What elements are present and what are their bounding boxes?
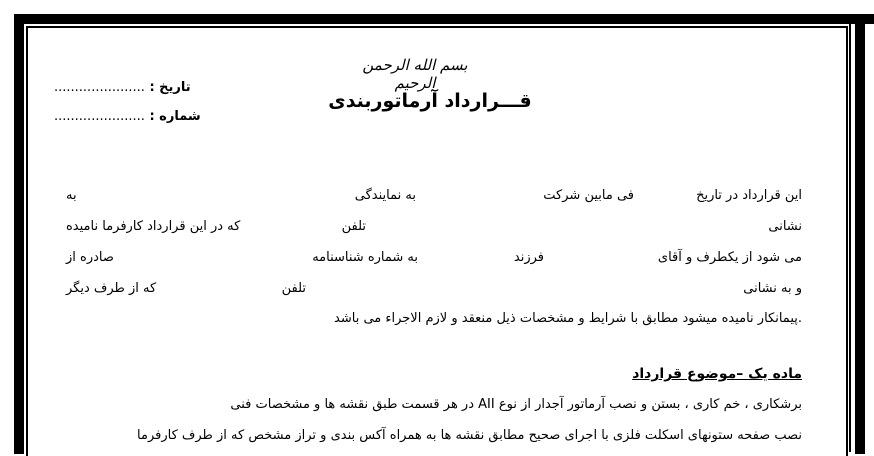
line4-part-a: و به نشانی: [743, 281, 802, 296]
section1-paragraph-line2: نصب صفحه ستونهای اسکلت فلزی با اجرای صحیح مطابق نقشه ها به همراه آکس بندی و تراز مشخص که از طرف کارفرما: [137, 428, 802, 443]
section1-paragraph-line1: در هر قسمت طبق نقشه ها و مشخصات فنی AII برشکاری ، خم کاری ، بستن و نصب آرماتور آجدار از نوع: [230, 397, 802, 412]
date-field: [54, 80, 191, 95]
line1-part-a: این قرارداد در تاریخ: [696, 188, 802, 203]
line3-part-a: می شود از یکطرف و آقای: [657, 250, 802, 265]
line3-part-b: فرزند: [513, 250, 544, 265]
line5: پیمانکار نامیده میشود مطابق با شرایط و مشخصات ذیل منعقد و لازم الاجراء می باشد.: [334, 311, 802, 326]
basmala-calligraphy: بسم الله الرحمن الرحیم: [362, 56, 468, 92]
number-label: شماره :: [149, 109, 201, 124]
page-border-right: [855, 14, 865, 454]
document-title: قـــرارداد آرماتوربندی: [328, 90, 532, 112]
line4-part-c: که از طرف دیگر: [66, 281, 157, 296]
line3-part-d: صادره از: [66, 250, 114, 265]
line4-part-b: تلفن: [281, 281, 306, 296]
line2-part-b: تلفن: [341, 219, 366, 234]
date-label: تاریخ :: [149, 80, 191, 95]
date-dots: ......................: [54, 80, 145, 95]
number-field: [54, 109, 201, 124]
line3-part-c: به شماره شناسنامه: [312, 250, 418, 265]
line1-part-b: فی مابین شرکت: [543, 188, 634, 203]
line2-part-c: که در این قرارداد کارفرما نامیده: [66, 219, 241, 234]
number-dots: ......................: [54, 109, 145, 124]
section1-heading: ماده یک –موضوع قرارداد: [632, 366, 802, 382]
line1-part-c: به نمایندگی: [354, 188, 416, 203]
line2-part-a: نشانی: [768, 219, 802, 234]
line1-part-d: به: [66, 188, 77, 203]
page-border-right-line: [849, 22, 851, 452]
